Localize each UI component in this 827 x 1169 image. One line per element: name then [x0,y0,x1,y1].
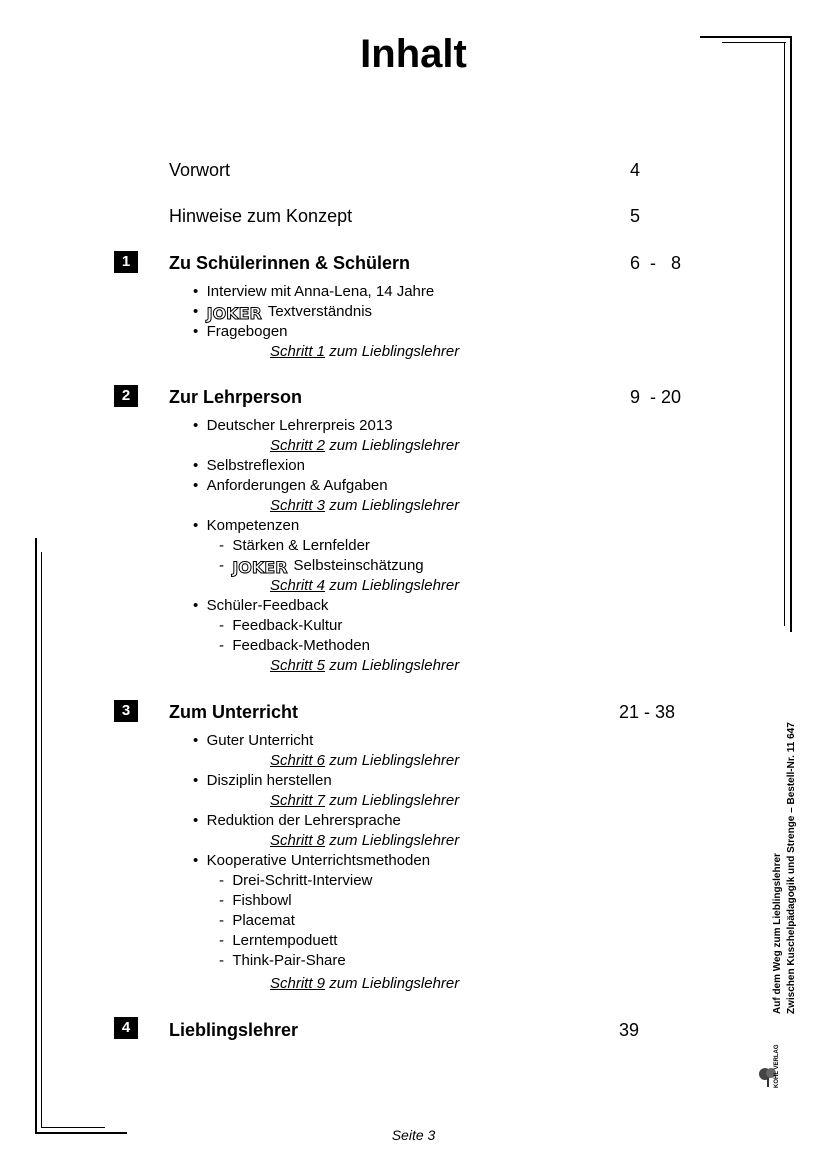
sub-list-item: - Think-Pair-Share [219,952,346,969]
list-item: • Guter Unterricht [193,732,314,749]
sub-list-item: - Stärken & Lernfelder [219,537,370,554]
chapter-number-badge: 3 [114,700,138,722]
chapter-pages: 6 - 8 [630,253,682,273]
joker-icon: JOKER [232,558,288,577]
step-line: Schritt 2 zum Lieblingslehrer [270,437,460,454]
frame-bottom-left-v1 [35,538,37,1134]
toc-entry-vorwort: Vorwort [169,160,231,180]
frame-bottom-left-v2 [41,552,42,1128]
joker-icon: JOKER [206,304,262,323]
sub-list-item: - Feedback-Kultur [219,617,343,634]
step-line: Schritt 3 zum Lieblingslehrer [270,497,460,514]
publisher-logo [756,1034,786,1090]
chapter-title: Lieblingslehrer [169,1020,299,1040]
step-line: Schritt 5 zum Lieblingslehrer [270,657,460,674]
chapter-number-badge: 4 [114,1017,138,1039]
list-item: • Fragebogen [193,323,288,340]
toc-page-hinweise: 5 [630,206,641,226]
frame-top-right-v1 [790,36,792,632]
list-item: • Interview mit Anna-Lena, 14 Jahre [193,283,435,300]
chapter-pages: 9 - 20 [630,387,682,407]
list-item: • Disziplin herstellen [193,772,332,789]
step-line: Schritt 8 zum Lieblingslehrer [270,832,460,849]
list-item: • JOKER Textverständnis [193,303,373,323]
chapter-number-badge: 2 [114,385,138,407]
toc-page-vorwort: 4 [630,160,641,180]
list-item: • Anforderungen & Aufgaben [193,477,388,494]
page-title: Inhalt [360,32,467,76]
list-item: • Kompetenzen [193,517,300,534]
step-line: Schritt 9 zum Lieblingslehrer [270,975,460,992]
list-item: • Kooperative Unterrichtsmethoden [193,852,431,869]
sub-list-item: - Lerntempoduett [219,932,338,949]
sub-list-item: - Placemat [219,912,295,929]
step-line: Schritt 1 zum Lieblingslehrer [270,343,460,360]
chapter-title: Zu Schülerinnen & Schülern [169,253,411,273]
list-item: • Schüler-Feedback [193,597,329,614]
list-item: • Reduktion der Lehrersprache [193,812,401,829]
step-line: Schritt 7 zum Lieblingslehrer [270,792,460,809]
publisher-name: KOHL VERLAG [774,1044,780,1088]
page-number: Seite 3 [391,1127,436,1143]
sub-list-item: - JOKER Selbsteinschätzung [219,557,424,577]
sub-list-item: - Fishbowl [219,892,292,909]
step-line: Schritt 4 zum Lieblingslehrer [270,577,460,594]
sub-list-item: - Feedback-Methoden [219,637,370,654]
sub-list-item: - Drei-Schritt-Interview [219,872,373,889]
toc-entry-hinweise: Hinweise zum Konzept [169,206,353,226]
chapter-number-badge: 1 [114,251,138,273]
chapter-title: Zur Lehrperson [169,387,303,407]
side-caption-subtitle: Zwischen Kuschelpädagogik und Strenge – Bestell-Nr. 11 647 [786,722,797,1014]
step-line: Schritt 6 zum Lieblingslehrer [270,752,460,769]
list-item: • Deutscher Lehrerpreis 2013 [193,417,393,434]
chapter-title: Zum Unterricht [169,702,299,722]
frame-top-right-v2 [784,42,785,626]
chapter-pages: 39 [619,1020,640,1040]
side-caption-title: Auf dem Weg zum Lieblingslehrer [772,853,783,1014]
chapter-pages: 21 - 38 [619,702,676,722]
list-item: • Selbstreflexion [193,457,305,474]
